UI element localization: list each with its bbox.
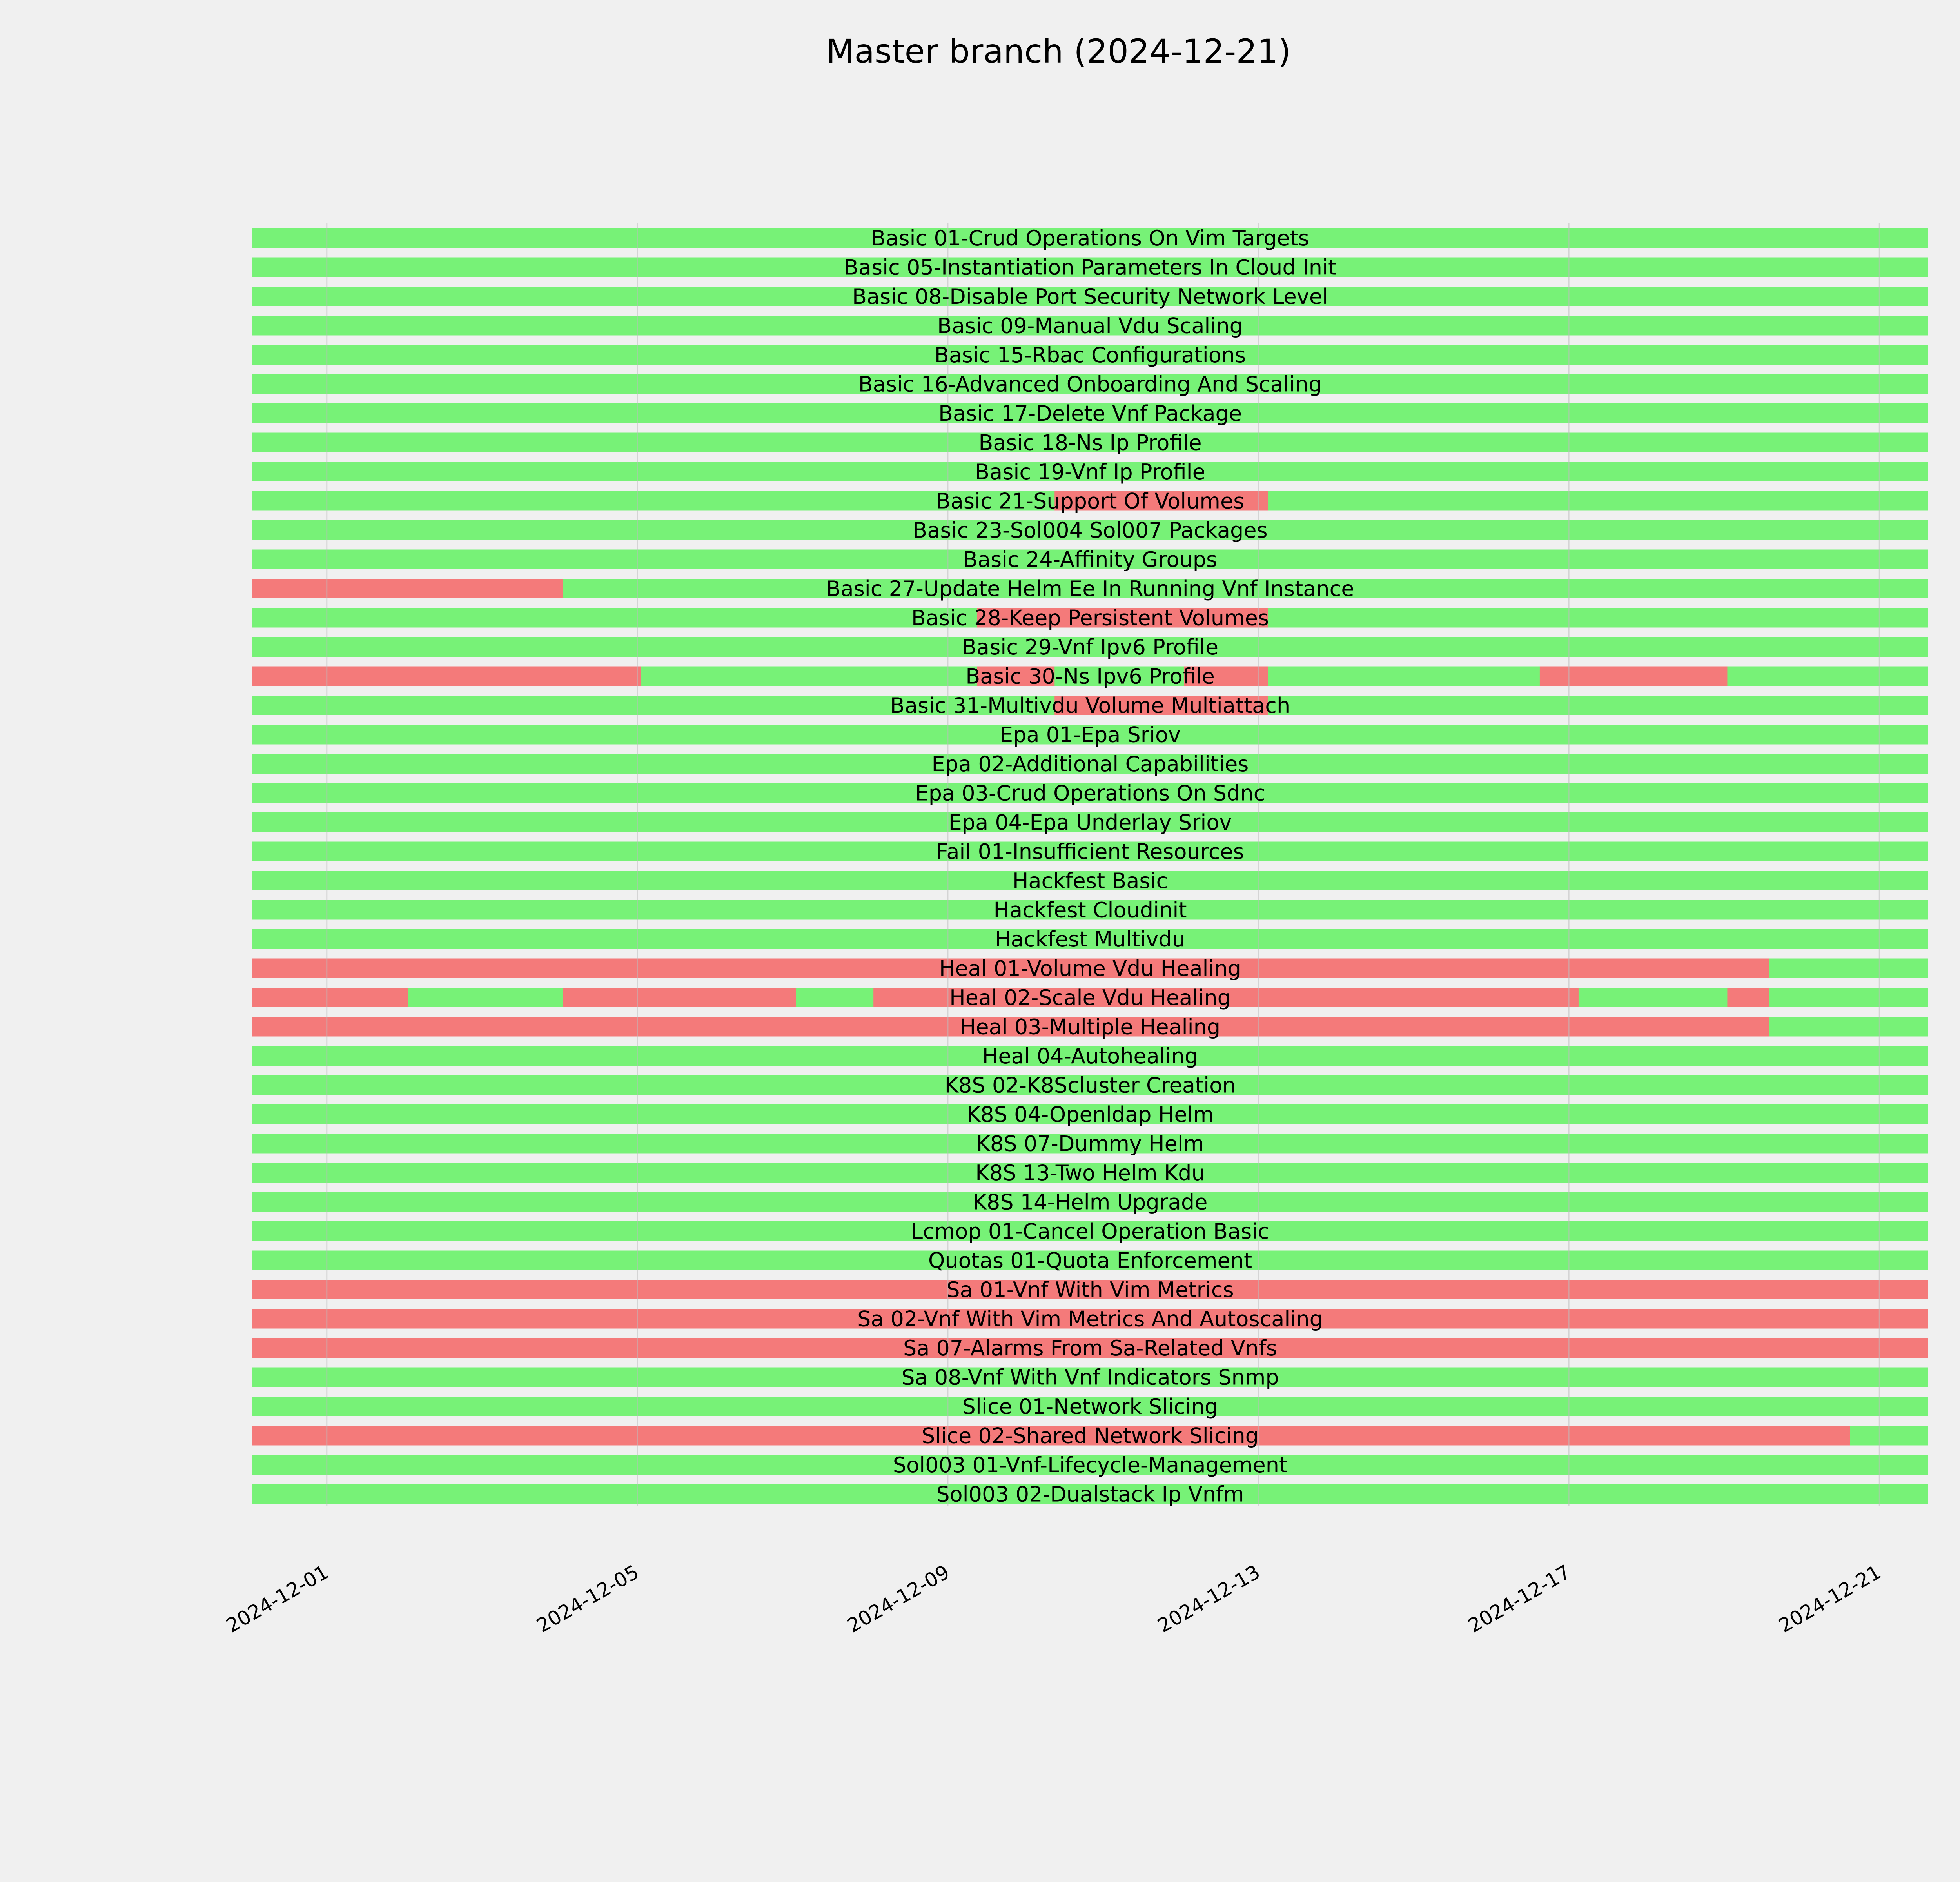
x-tick-label: 2024-12-05: [533, 1560, 643, 1637]
row-label: Basic 09-Manual Vdu Scaling: [937, 313, 1243, 338]
fail-segment: [252, 988, 408, 1007]
row-label: Heal 03-Multiple Healing: [960, 1014, 1221, 1039]
row-label: Sa 01-Vnf With Vim Metrics: [946, 1277, 1234, 1302]
row-label: Sa 07-Alarms From Sa-Related Vnfs: [903, 1336, 1278, 1361]
x-axis-ticks: [222, 1560, 1885, 1637]
fail-segment: [1727, 988, 1769, 1007]
row-label: Hackfest Basic: [1012, 868, 1168, 893]
row-label: Basic 24-Affinity Groups: [963, 547, 1218, 572]
row-label: Basic 21-Support Of Volumes: [936, 489, 1245, 514]
row-label: K8S 14-Helm Upgrade: [973, 1190, 1208, 1215]
row-label: K8S 07-Dummy Helm: [976, 1131, 1204, 1156]
row-label: Epa 01-Epa Sriov: [1000, 722, 1181, 747]
row-label: Lcmop 01-Cancel Operation Basic: [911, 1219, 1270, 1244]
row-label: Basic 08-Disable Port Security Network Level: [852, 284, 1328, 309]
x-tick-label: 2024-12-17: [1464, 1560, 1575, 1637]
row-label: Epa 02-Additional Capabilities: [931, 752, 1249, 776]
row-label: Basic 31-Multivdu Volume Multiattach: [890, 693, 1290, 718]
row-label: Epa 04-Epa Underlay Sriov: [948, 810, 1232, 835]
row-label: Hackfest Multivdu: [995, 927, 1185, 952]
x-tick-label: 2024-12-01: [222, 1560, 332, 1637]
x-tick-label: 2024-12-21: [1775, 1560, 1885, 1637]
row-label: Quotas 01-Quota Enforcement: [928, 1248, 1252, 1273]
row-label: Heal 04-Autohealing: [982, 1044, 1198, 1068]
row-label: Basic 05-Instantiation Parameters In Cloud Init: [844, 255, 1337, 280]
row-label: Basic 18-Ns Ip Profile: [978, 430, 1202, 455]
row-label: Sa 08-Vnf With Vnf Indicators Snmp: [901, 1365, 1279, 1390]
fail-segment: [1540, 667, 1728, 686]
row-label: K8S 13-Two Helm Kdu: [975, 1161, 1205, 1185]
row-label: Sol003 01-Vnf-Lifecycle-Management: [893, 1453, 1288, 1477]
row-label: Basic 29-Vnf Ipv6 Profile: [962, 635, 1219, 659]
row-label: Basic 01-Crud Operations On Vim Targets: [871, 226, 1309, 251]
row-label: Heal 01-Volume Vdu Healing: [939, 956, 1241, 981]
row-label: Sol003 02-Dualstack Ip Vnfm: [936, 1482, 1244, 1507]
x-tick-label: 2024-12-09: [843, 1560, 953, 1637]
row-label: K8S 02-K8Scluster Creation: [944, 1073, 1236, 1098]
row-label: Basic 17-Delete Vnf Package: [938, 401, 1242, 426]
row-label: Heal 02-Scale Vdu Healing: [949, 985, 1231, 1010]
row-label: Slice 02-Shared Network Slicing: [922, 1423, 1259, 1448]
row-label: Fail 01-Insufficient Resources: [936, 839, 1244, 864]
row-label: Sa 02-Vnf With Vim Metrics And Autoscaling: [857, 1306, 1323, 1332]
row-label: Epa 03-Crud Operations On Sdnc: [915, 781, 1265, 806]
row-label: Slice 01-Network Slicing: [962, 1394, 1218, 1419]
row-label: K8S 04-Openldap Helm: [966, 1102, 1214, 1127]
row-label: Basic 15-Rbac Configurations: [934, 343, 1246, 367]
row-label: Basic 19-Vnf Ip Profile: [975, 460, 1205, 484]
row-label: Basic 28-Keep Persistent Volumes: [911, 605, 1269, 630]
row-label: Basic 16-Advanced Onboarding And Scaling: [858, 372, 1322, 397]
chart-title: Master branch (2024-12-21): [826, 32, 1291, 71]
x-tick-label: 2024-12-13: [1154, 1560, 1264, 1637]
fail-segment: [252, 667, 641, 686]
row-label: Hackfest Cloudinit: [993, 897, 1187, 923]
fail-segment: [563, 988, 796, 1007]
fail-segment: [252, 579, 563, 598]
row-label: Basic 27-Update Helm Ee In Running Vnf Instance: [826, 576, 1354, 601]
row-label: Basic 23-Sol004 Sol007 Packages: [913, 518, 1268, 543]
row-label: Basic 30-Ns Ipv6 Profile: [965, 664, 1215, 689]
